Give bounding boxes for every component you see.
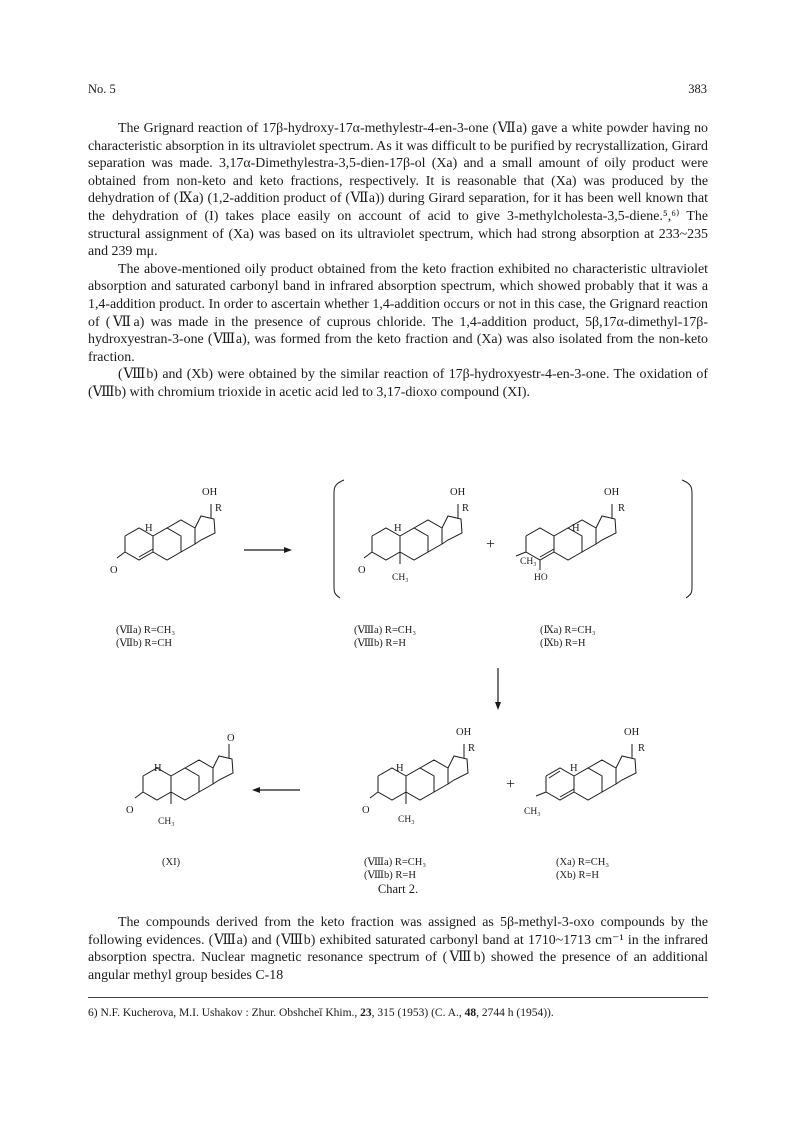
paragraph-2: The above-mentioned oily product obtained from the keto fraction exhibited no characteristic ultraviolet absorption and saturated carbonyl band in infrared absorption spectrum, which showed probably that it was a 1,4-addition product. In order to ascertain whether 1,4-addition occurs or not in this case, the Grignard reaction of (Ⅶa) was made in the presence of cuprous chloride. The 1,4-addition product, 5β,17α-dimethyl-17β-hydroxyestran-3-one (Ⅷa), was formed from the keto fraction and (Xa) was also isolated from the non-keto fraction. <box>88 261 708 365</box>
reaction-scheme <box>88 478 708 898</box>
atom-o-17-xi: O <box>227 733 235 744</box>
structure-xi <box>135 744 233 804</box>
label-xa: (Xa) R=CH₃ <box>556 857 610 868</box>
atom-oh-viia: OH <box>202 487 218 498</box>
label-viiib-2: (Ⅷb) R=H <box>364 870 416 881</box>
atom-h-viiia-b: H <box>396 763 404 774</box>
atom-h-ixa: H <box>572 523 580 534</box>
label-viiib: (Ⅷb) R=H <box>354 638 406 649</box>
label-xb: (Xb) R=H <box>556 870 599 881</box>
atom-r-xa: R <box>638 743 646 754</box>
paragraph-1: The Grignard reaction of 17β-hydroxy-17α-methylestr-4-en-3-one (Ⅶa) gave a white powder having no characteristic absorption in its ultraviolet spectrum. As it was difficult to be purified by recrystallization, Girard separation was made. 3,17α-Dimethylestra-3,5-dien-17β-ol (Xa) and a small amount of oily product were obtained from non-keto and keto fractions, respectively. It is reasonable that (Xa) was produced by the dehydration of (Ⅸa) (1,2-addition product of (Ⅶa)) during Girard separation, for it has been well known that the dehydration of (I) takes place easily on account of acid to give 3-methylcholesta-3,5-diene.⁵,⁶⁾ The structural assignment of (Xa) was based on its ultraviolet spectrum, which had strong absorption at 233~235 and 239 mμ. <box>88 121 708 260</box>
plus-bottom: + <box>506 776 516 793</box>
footnote-pages: , 315 (1953) (C. A., <box>371 1007 465 1019</box>
atom-ch3-viiia-b: CH₃ <box>398 815 415 825</box>
atom-o-viia: O <box>110 565 118 576</box>
atom-o-viiia: O <box>358 565 366 576</box>
atom-r-viiia-b: R <box>468 743 476 754</box>
page-number: 383 <box>688 82 707 96</box>
atom-r-viiia: R <box>462 503 470 514</box>
atom-r-ixa: R <box>618 503 626 514</box>
atom-ho-ixa: HO <box>534 573 548 583</box>
atom-ch3-xa: CH₃ <box>524 807 541 817</box>
atom-oh-xa: OH <box>624 727 640 738</box>
label-xi: (XI) <box>162 857 181 868</box>
paragraph-4: The compounds derived from the keto fraction was assigned as 5β-methyl-3-oxo compounds by the following evidences. (Ⅷa) and (Ⅷb) exhibited saturated carbonyl band at 1710~1713 cm⁻¹ in the infrared absorption spectra. Nuclear magnetic resonance spectrum of (Ⅷb) showed the presence of an additional angular methyl group besides C-18 <box>88 915 708 983</box>
structure-xa <box>536 744 636 800</box>
label-viiia: (Ⅷa) R=CH₃ <box>354 625 416 636</box>
atom-ch3-ixa: CH₃ <box>520 557 537 567</box>
atom-oh-ixa: OH <box>604 487 620 498</box>
paragraph-3: (Ⅷb) and (Xb) were obtained by the similar reaction of 17β-hydroxyestr-4-en-3-one. The oxidation of (Ⅷb) with chromium trioxide in acetic acid led to 3,17-dioxo compound (XI). <box>88 367 708 400</box>
structure-viia <box>117 504 215 560</box>
structure-viiia-bottom <box>370 744 468 804</box>
footnote-volume-1: 23 <box>360 1007 372 1019</box>
structure-viiia-top <box>364 504 462 564</box>
atom-ch3-xi: CH₃ <box>158 817 175 827</box>
label-viib: (Ⅶb) R=CH <box>116 638 172 649</box>
atom-o-3-xi: O <box>126 805 134 816</box>
footnote-divider <box>88 997 708 998</box>
footnote <box>88 1006 708 1020</box>
label-ixa: (Ⅸa) R=CH₃ <box>540 625 596 636</box>
atom-h-xa: H <box>570 763 578 774</box>
atom-r-viia: R <box>215 503 223 514</box>
label-viiia-2: (Ⅷa) R=CH₃ <box>364 857 426 868</box>
atom-ch3-viiia: CH₃ <box>392 573 409 583</box>
atom-h-viia: H <box>145 523 153 534</box>
footnote-authors: 6) N.F. Kucherova, M.I. Ushakov : Zhur. Obshcheĭ Khim., <box>88 1007 361 1019</box>
atom-h-viiia: H <box>394 523 402 534</box>
footnote-end: , 2744 h (1954)). <box>476 1007 554 1019</box>
footnote-volume-2: 48 <box>464 1007 477 1019</box>
atom-oh-viiia-b: OH <box>456 727 472 738</box>
body-text-lower <box>88 914 708 984</box>
journal-issue: No. 5 <box>88 82 116 96</box>
chart-caption: Chart 2. <box>377 882 419 896</box>
body-text <box>88 120 708 402</box>
atom-oh-viiia: OH <box>450 487 466 498</box>
label-ixb: (Ⅸb) R=H <box>540 638 586 649</box>
atom-o-viiia-b: O <box>362 805 370 816</box>
page-header <box>88 82 707 97</box>
label-viia: (Ⅶa) R=CH₃ <box>116 625 176 636</box>
plus-top: + <box>486 536 496 553</box>
atom-h-xi: H <box>154 763 162 774</box>
reaction-scheme-drawing <box>88 478 708 898</box>
